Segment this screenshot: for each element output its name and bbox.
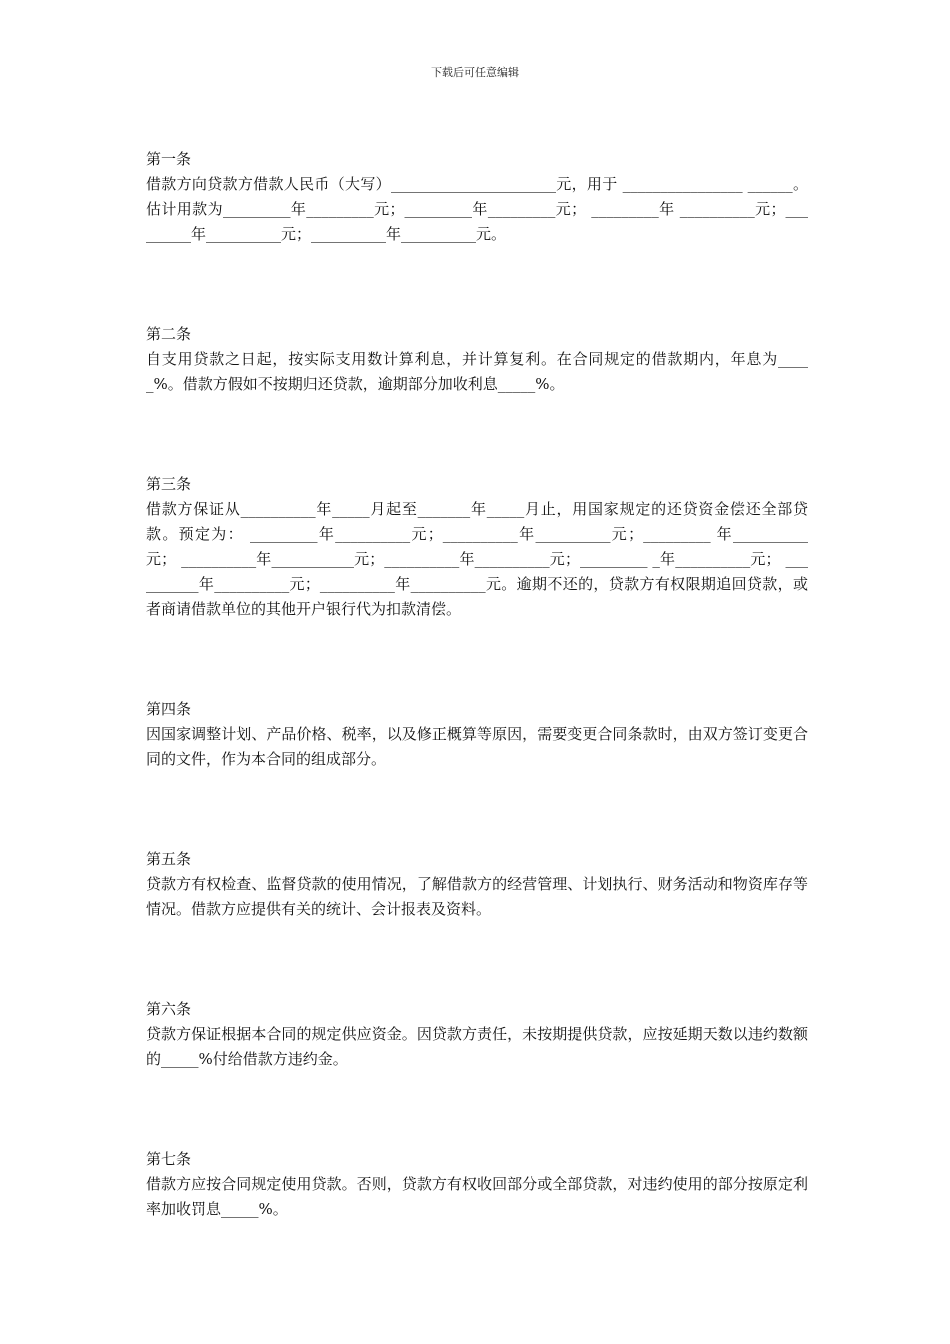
page-header: 下载后可任意编辑 (431, 66, 519, 79)
article-title: 第一条 (146, 150, 192, 168)
article-6 (146, 997, 808, 1072)
article-title: 第六条 (146, 1000, 192, 1018)
article-2 (146, 322, 808, 397)
article-body: 借款方应按合同规定使用贷款。否则，贷款方有权收回部分或全部贷款，对违约使用的部分按原定利率加收罚息_____%。 (146, 1175, 808, 1218)
article-body: 贷款方保证根据本合同的规定供应资金。因贷款方责任，未按期提供贷款，应按延期天数以违约数额的_____%付给借款方违约金。 (146, 1025, 808, 1068)
article-title: 第五条 (146, 850, 192, 868)
article-title: 第二条 (146, 325, 192, 343)
article-title: 第四条 (146, 700, 192, 718)
article-title: 第三条 (146, 475, 192, 493)
article-3 (146, 472, 808, 622)
article-body: 借款方保证从__________年_____月起至_______年_____月止，用国家规定的还贷资金偿还全部贷款。预定为： _________年__________元；__________年__________元；_________ 年__________元； __________年___________元；__________年__________元；_________ _年__________元； __________年__________元；__________年__________元。逾期不还的，贷款方有权限期追回贷款，或者商请借款单位的其他开户银行代为扣款清偿。 (146, 500, 808, 618)
article-4 (146, 697, 808, 772)
article-1 (146, 147, 808, 247)
article-5 (146, 847, 808, 922)
article-body: 贷款方有权检查、监督贷款的使用情况，了解借款方的经营管理、计划执行、财务活动和物资库存等情况。借款方应提供有关的统计、会计报表及资料。 (146, 875, 808, 918)
article-body: 借款方向贷款方借款人民币（大写）______________________元，用于 ________________ ______。估计用款为_________年_________元；_________年_________元； _________年 __________元；_________年__________元；__________年__________元。 (146, 175, 808, 243)
article-title: 第七条 (146, 1150, 192, 1168)
article-body: 因国家调整计划、产品价格、税率，以及修正概算等原因，需要变更合同条款时，由双方签订变更合同的文件，作为本合同的组成部分。 (146, 725, 808, 768)
article-body: 自支用贷款之日起，按实际支用数计算利息，并计算复利。在合同规定的借款期内，年息为_____%。借款方假如不按期归还贷款，逾期部分加收利息_____%。 (146, 350, 808, 393)
article-7 (146, 1147, 808, 1222)
